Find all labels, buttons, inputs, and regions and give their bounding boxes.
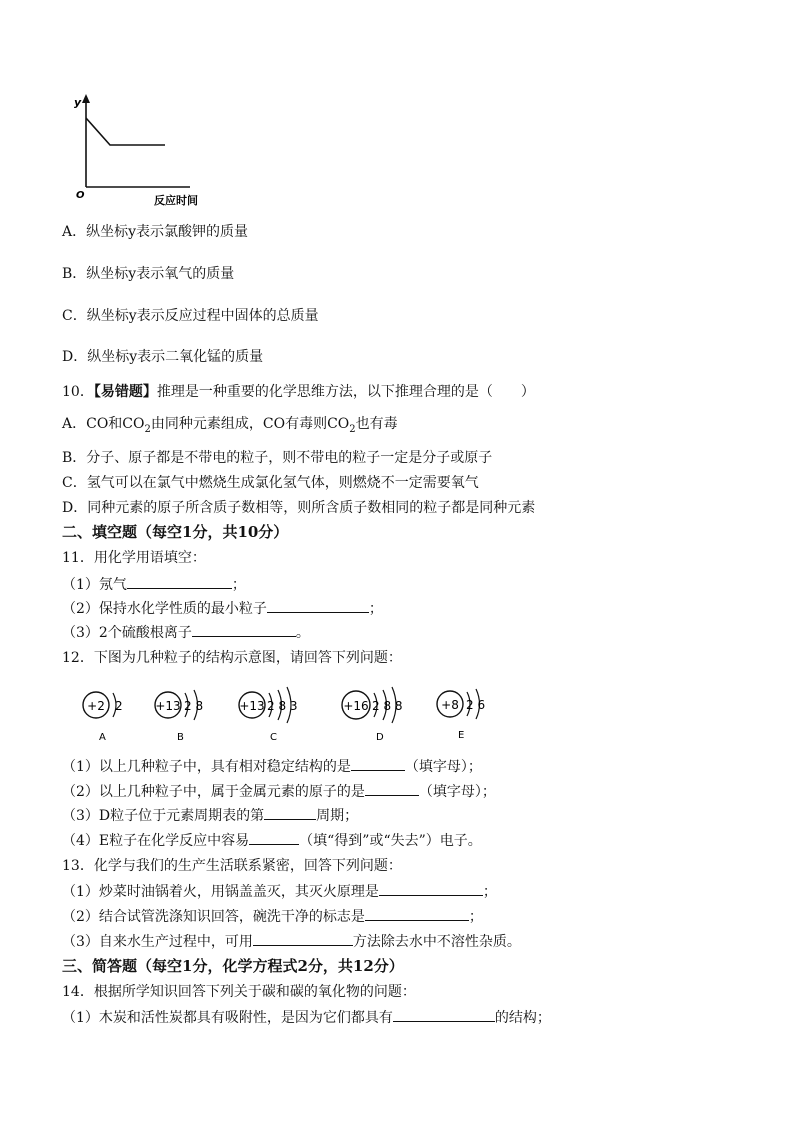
particle-c-shells: 2 8 3 [267,699,298,713]
q11-p2-text: （2）保持水化学性质的最小粒子 [62,601,267,617]
q10-number: 10． [62,384,94,400]
q11-part3 [62,623,310,642]
q12-p2-text: （2）以上几种粒子中，属于金属元素的原子的是 [62,784,365,800]
particle-b [155,690,203,743]
q12-p3-text: （3）D粒子位于元素周期表的第 [62,808,265,824]
q11-part2 [62,599,383,618]
q13-p3-end: 方法除去水中不溶性杂质。 [352,934,521,950]
q11-p2-end: ； [368,601,383,617]
q9-option-c: C．纵坐标y表示反应过程中固体的总质量 [62,308,319,324]
section2-title: 二、填空题（每空1分，共10分） [62,523,289,541]
q10-option-b: B．分子、原子都是不带电的粒子，则不带电的粒子一定是分子或原子 [62,450,493,466]
q11-part1 [62,575,246,594]
q13-part2 [62,907,483,926]
q12-p1-blank[interactable] [351,757,405,771]
q9-option-d: D．纵坐标y表示二氧化锰的质量 [62,349,264,365]
particle-d-letter: D [376,732,384,743]
q13-p1-end: ； [482,884,497,900]
q13-p3-text: （3）自来水生产过程中，可用 [62,934,253,950]
q10-stem [62,383,535,401]
section3-title: 三、简答题（每空1分，化学方程式2分，共12分） [62,957,404,975]
q14-p1-text: （1）木炭和活性炭都具有吸附性，是因为它们都具有 [62,1010,393,1026]
q12-p1-end: （填字母）； [404,759,482,775]
q10-a-sub2: 2 [349,423,356,435]
particle-d-shells: 2 8 8 [372,699,403,713]
q12-stem: 12．下图为几种粒子的结构示意图，请回答下列问题： [62,650,402,666]
q12-p4-text: （4）E粒子在化学反应中容易 [62,833,250,849]
q9-option-a: A．纵坐标y表示氯酸钾的质量 [62,224,249,240]
q10-option-c: C．氢气可以在氯气中燃烧生成氯化氢气体，则燃烧不一定需要氧气 [62,475,479,491]
q14-stem: 14．根据所学知识回答下列关于碳和碳的氧化物的问题： [62,984,416,1000]
q13-p2-end: ； [468,909,483,925]
q12-p2-end: （填字母）； [418,784,496,800]
q11-p3-blank[interactable] [192,623,296,637]
q9-option-b: B．纵坐标y表示氧气的质量 [62,266,235,282]
q10-text: 推理是一种重要的化学思维方法，以下推理合理的是（ ） [156,384,535,400]
q12-part4 [62,831,482,850]
particle-e-shells: 2 6 [466,698,486,712]
q12-p4-end: （填“得到”或“失去”）电子。 [299,833,482,849]
q13-p1-text: （1）炒菜时油锅着火，用锅盖盖灭，其灭火原理是 [62,884,379,900]
q13-p3-blank[interactable] [253,932,353,946]
q10-a-part2: 由同种元素组成，CO有毒则CO [150,416,350,432]
particle-a [83,692,123,743]
q13-p2-blank[interactable] [365,907,469,921]
y-axis-arrow [82,94,90,103]
reaction-graph [70,90,200,210]
q12-part2 [62,782,496,801]
q13-p1-blank[interactable] [379,882,483,896]
q11-p1-end: ； [231,577,246,593]
q13-p2-text: （2）结合试管洗涤知识回答，碗洗干净的标志是 [62,909,365,925]
q11-p3-text: （3）2个硫酸根离子 [62,625,192,641]
particle-b-letter: B [177,732,184,743]
q10-a-sub1: 2 [144,423,151,435]
q10-option-a [62,415,398,433]
particle-b-nucleus: +13 [155,699,181,713]
q12-p4-blank[interactable] [249,831,299,845]
q13-part1 [62,882,497,901]
particle-d-nucleus: +16 [343,699,369,713]
q12-part3 [62,806,358,825]
q13-part3 [62,932,521,951]
q12-p3-end: 周期； [316,808,359,824]
particle-c [239,687,298,743]
q11-p1-blank[interactable] [127,575,232,589]
y-axis-label: y [74,96,82,109]
q13-stem: 13．化学与我们的生产生活联系紧密，回答下列问题： [62,858,402,874]
particle-c-nucleus: +13 [239,699,265,713]
q14-p1-end: 的结构； [494,1010,551,1026]
q12-p2-blank[interactable] [365,782,419,796]
origin-label: O [76,190,85,201]
particle-a-nucleus: +2 [87,699,105,713]
particle-e-nucleus: +8 [441,698,459,712]
graph-curve [86,118,165,145]
q14-p1-blank[interactable] [393,1008,495,1022]
q12-part1 [62,757,482,776]
q10-a-part1: A．CO和CO [62,416,145,432]
q14-part1 [62,1008,551,1027]
particle-b-shells: 2 8 [184,699,204,713]
particle-e [437,689,485,741]
q11-p2-blank[interactable] [267,599,369,613]
q10-tag: 【易错题】 [93,384,157,400]
particle-a-shells: 2 [115,699,123,713]
q12-p1-text: （1）以上几种粒子中，具有相对稳定结构的是 [62,759,351,775]
x-axis-label: 反应时间 [154,194,198,207]
q12-p3-blank[interactable] [264,806,316,820]
particle-e-letter: E [458,730,465,741]
q11-stem: 11．用化学用语填空： [62,550,206,566]
q11-p1-text: （1）氖气 [62,577,127,593]
particle-d [342,687,403,743]
q10-a-part3: 也有毒 [355,416,398,432]
particle-c-letter: C [270,732,277,743]
particle-a-letter: A [99,732,106,743]
q10-option-d: D．同种元素的原子所含质子数相等，则所含质子数相同的粒子都是同种元素 [62,500,536,516]
atomic-structure-diagrams [70,678,500,746]
q11-p3-end: 。 [295,625,310,641]
